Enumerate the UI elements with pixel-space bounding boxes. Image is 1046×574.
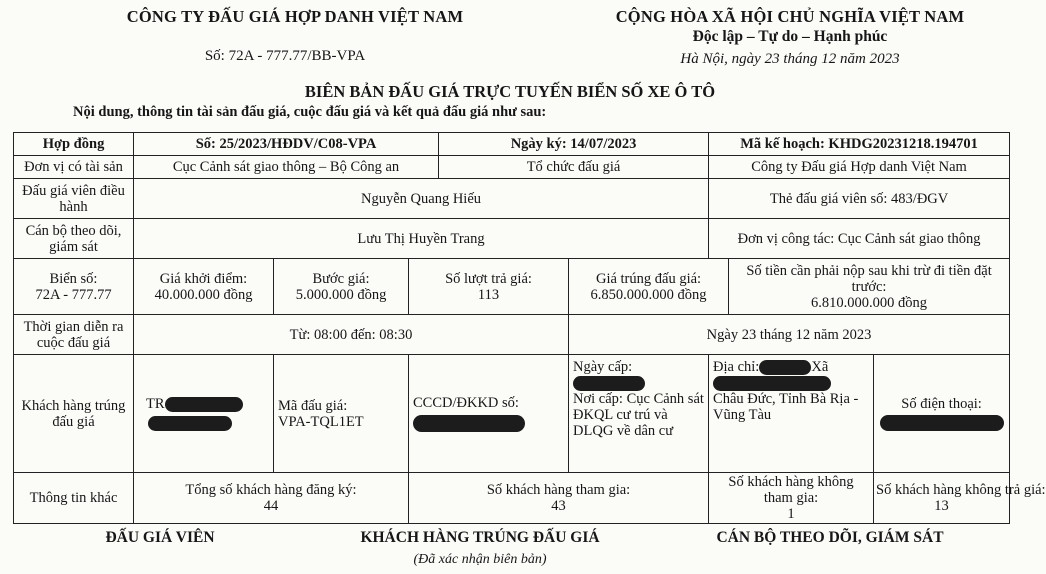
amount-due-label: Số tiền cần phải nộp sau khi trừ đi tiền đặt trước:	[746, 262, 992, 295]
winner-signature-title: KHÁCH HÀNG TRÚNG ĐẤU GIÁ	[360, 529, 600, 546]
contract-number: Số: 25/2023/HĐDV/C08-VPA	[134, 133, 439, 156]
address-rest: Châu Đức, Tỉnh Bà Rịa - Vũng Tàu	[713, 391, 859, 424]
national-motto: Độc lập – Tự do – Hạnh phúc	[692, 28, 888, 45]
absent-label: Số khách hàng không tham gia:	[728, 474, 854, 506]
step-label: Bước giá:	[312, 270, 370, 287]
redacted-mark	[713, 376, 831, 391]
absent-value: 1	[787, 506, 795, 522]
start-price-label: Giá khởi điểm:	[159, 270, 248, 287]
id-number-cell	[409, 355, 569, 473]
participated-label: Số khách hàng tham gia:	[486, 482, 631, 498]
bid-code-label: Mã đấu giá:	[278, 397, 348, 414]
time-label: Thời gian diễn ra cuộc đấu giá	[14, 315, 134, 355]
redacted-mark	[148, 416, 232, 431]
other-info-label: Thông tin khác	[14, 473, 134, 524]
bids-cell	[409, 259, 569, 315]
bid-code-cell	[274, 355, 409, 473]
no-bid-value: 13	[934, 498, 949, 514]
address-label: Địa chỉ:	[713, 359, 760, 375]
place-date: Hà Nội, ngày 23 tháng 12 năm 2023	[680, 51, 900, 67]
auctioneer-name: Nguyễn Quang Hiếu	[134, 179, 709, 219]
step-cell	[274, 259, 409, 315]
address-cell	[709, 355, 874, 473]
time-row	[14, 315, 1010, 355]
win-price-cell	[569, 259, 729, 315]
national-title: CỘNG HÒA XÃ HỘI CHỦ NGHĨA VIỆT NAM	[615, 7, 965, 26]
winner-signature-note: (Đã xác nhận biên bản)	[413, 552, 547, 567]
participated-value: 43	[551, 498, 566, 514]
supervisor-name: Lưu Thị Huyền Trang	[134, 219, 709, 259]
time-value: Từ: 08:00 đến: 08:30	[134, 315, 569, 355]
document-number: Số: 72A - 777.77/BB-VPA	[204, 48, 366, 64]
winner-name-prefix: TR	[146, 395, 165, 412]
win-price-label: Giá trúng đấu giá:	[595, 270, 702, 287]
sign-date: Ngày ký: 14/07/2023	[439, 133, 709, 156]
redacted-mark	[165, 397, 243, 412]
win-price-value: 6.850.000.000 đồng	[590, 286, 707, 303]
supervisor-signature-title: CÁN BỘ THEO DÕI, GIÁM SÁT	[716, 529, 944, 546]
price-row	[14, 259, 1010, 315]
document-title: BIÊN BẢN ĐẤU GIÁ TRỰC TUYẾN BIỂN SỐ XE Ô TÔ	[304, 82, 716, 101]
phone-cell	[874, 355, 1010, 473]
contract-row	[14, 133, 1010, 156]
registered-value: 44	[263, 498, 279, 514]
issue-place: Nơi cấp: Cục Cảnh sát ĐKQL cư trú và DLQG về dân cư	[573, 391, 704, 440]
no-bid-label: Số khách hàng không trả giá:	[876, 482, 1046, 498]
winner-name-cell	[134, 355, 274, 473]
plate-value: 72A - 777.77	[35, 286, 112, 303]
issue-cell	[569, 355, 709, 473]
amount-due-cell	[729, 259, 1010, 315]
auctioneer-card: Thẻ đấu giá viên số: 483/ĐGV	[709, 179, 1010, 219]
contract-label: Hợp đồng	[14, 133, 134, 156]
plate-label: Biển số:	[49, 270, 98, 287]
id-number-label: CCCD/ĐKKD số:	[413, 395, 519, 412]
bids-value: 113	[477, 286, 500, 303]
plate-cell	[14, 259, 134, 315]
bid-code-value: VPA-TQL1ET	[278, 413, 364, 430]
auctioneer-row	[14, 179, 1010, 219]
supervisor-row	[14, 219, 1010, 259]
winner-label: Khách hàng trúng đấu giá	[14, 355, 134, 473]
address-ward: Xã	[811, 359, 829, 375]
date-value: Ngày 23 tháng 12 năm 2023	[569, 315, 1010, 355]
amount-due-value: 6.810.000.000 đồng	[811, 294, 928, 311]
company-name: CÔNG TY ĐẤU GIÁ HỢP DANH VIỆT NAM	[126, 7, 464, 26]
redacted-mark	[759, 360, 811, 375]
absent-cell	[709, 473, 874, 524]
redacted-mark	[413, 415, 525, 432]
participated-cell	[409, 473, 709, 524]
registered-cell	[134, 473, 409, 524]
redacted-mark	[573, 376, 645, 391]
intro-text: Nội dung, thông tin tài sản đấu giá, cuộc đấu giá và kết quả đấu giá như sau:	[73, 104, 547, 120]
supervisor-label: Cán bộ theo dõi, giám sát	[14, 219, 134, 259]
registered-label: Tổng số khách hàng đăng ký:	[185, 482, 357, 498]
start-price-cell	[134, 259, 274, 315]
owner-label: Đơn vị có tài sản	[14, 156, 134, 179]
other-info-row	[14, 473, 1010, 524]
step-value: 5.000.000 đồng	[295, 286, 387, 303]
redacted-mark	[880, 415, 1004, 431]
auctioneer-label: Đấu giá viên điều hành	[14, 179, 134, 219]
organizer-label: Tổ chức đấu giá	[439, 156, 709, 179]
plan-code: Mã kế hoạch: KHDG20231218.194701	[709, 133, 1010, 156]
issue-date-label: Ngày cấp:	[573, 359, 633, 375]
organizer-value: Công ty Đấu giá Hợp danh Việt Nam	[709, 156, 1010, 179]
supervisor-unit: Đơn vị công tác: Cục Cảnh sát giao thông	[709, 219, 1010, 259]
auction-table	[13, 132, 1046, 524]
auctioneer-signature-title: ĐẤU GIÁ VIÊN	[105, 529, 215, 546]
no-bid-cell	[874, 473, 1046, 524]
winner-row	[14, 355, 1010, 473]
start-price-value: 40.000.000 đồng	[154, 286, 253, 303]
bids-label: Số lượt trả giá:	[445, 270, 532, 287]
owner-value: Cục Cảnh sát giao thông – Bộ Công an	[134, 156, 439, 179]
owner-row	[14, 156, 1010, 179]
phone-label: Số điện thoại:	[901, 395, 982, 412]
